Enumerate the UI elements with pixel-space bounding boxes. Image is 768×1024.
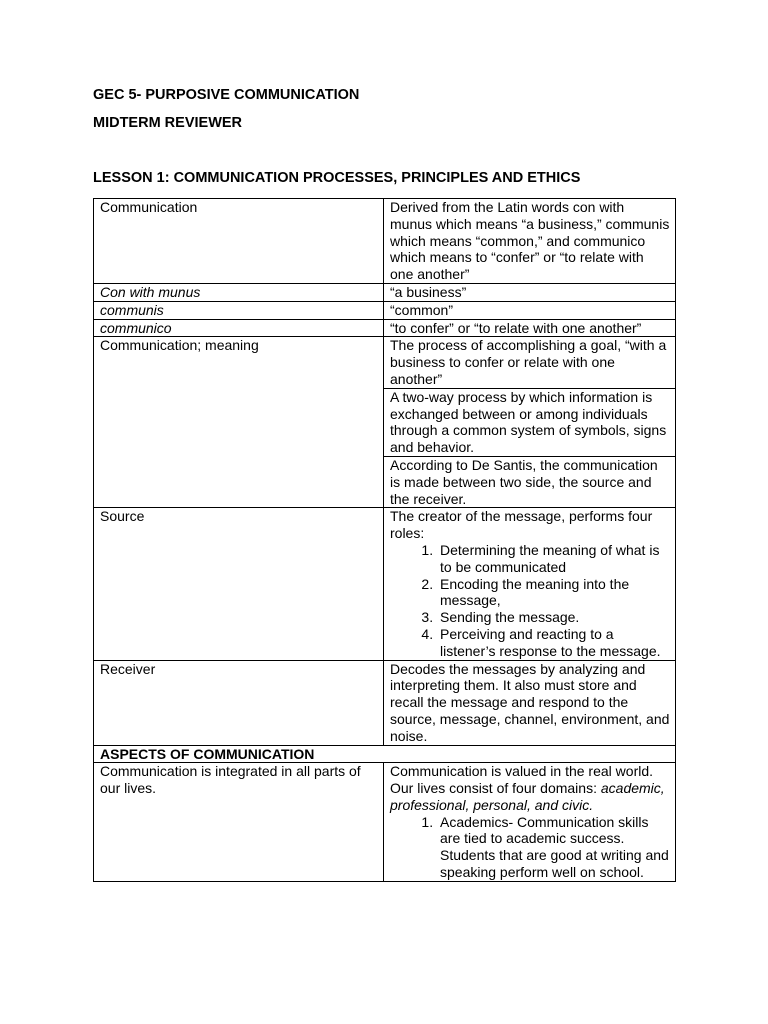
- table-row: [94, 660, 676, 745]
- section-heading: ASPECTS OF COMMUNICATION: [94, 745, 676, 763]
- table-row: [94, 199, 676, 284]
- list-item: 2. Encoding the meaning into the message,: [437, 576, 670, 610]
- table-row: [94, 337, 676, 388]
- domains-list: [390, 814, 670, 881]
- term-cell: Communication: [94, 199, 384, 284]
- definition-cell: [384, 763, 676, 882]
- definition-cell: Decodes the messages by analyzing and interpreting them. It also must store and recall the message and respond to the source, message, channel, environment, and noise.: [384, 660, 676, 745]
- table-row: [94, 763, 676, 882]
- document-title: GEC 5- PURPOSIVE COMMUNICATION: [93, 87, 360, 103]
- document-subtitle: MIDTERM REVIEWER: [93, 115, 243, 131]
- term-cell: Receiver: [94, 660, 384, 745]
- term-cell: Communication; meaning: [94, 337, 384, 508]
- definition-text: Communication is valued in the real world. Our lives consist of four domains:: [390, 763, 654, 797]
- list-item: 4. Perceiving and reacting to a listener’s response to the message.: [437, 626, 670, 660]
- list-item: 3. Sending the message.: [437, 609, 670, 626]
- term-cell: communico: [94, 319, 384, 337]
- definition-cell: “common”: [384, 301, 676, 319]
- table-row: [94, 301, 676, 319]
- table-row: [94, 508, 676, 660]
- definition-cell: “a business”: [384, 283, 676, 301]
- definition-cell: According to De Santis, the communication is made between two side, the source and the receiver.: [384, 456, 676, 507]
- reviewer-table: [93, 198, 676, 882]
- definition-cell: A two-way process by which information is exchanged between or among individuals through a common system of symbols, signs and behavior.: [384, 388, 676, 456]
- term-cell: communis: [94, 301, 384, 319]
- definition-cell: [384, 508, 676, 660]
- list-item: 1. Academics- Communication skills are tied to academic success. Students that are good at writing and speaking perform well on school.: [437, 814, 670, 881]
- section-row: [94, 745, 676, 763]
- list-item: 1. Determining the meaning of what is to be communicated: [437, 542, 670, 576]
- term-cell: Source: [94, 508, 384, 660]
- definition-cell: “to confer” or “to relate with one another”: [384, 319, 676, 337]
- definition-cell: The process of accomplishing a goal, “with a business to confer or relate with one another”: [384, 337, 676, 388]
- domains-text: academic, professional, personal, and civic.: [390, 780, 665, 813]
- table-row: [94, 283, 676, 301]
- definition-text: The creator of the message, performs four roles:: [390, 508, 653, 542]
- source-roles-list: [390, 542, 670, 660]
- definition-cell: Derived from the Latin words con with munus which means “a business,” communis which means “common,” and communico which means to “confer” or “to relate with one another”: [384, 199, 676, 284]
- term-cell: Communication is integrated in all parts of our lives.: [94, 763, 384, 882]
- term-cell: Con with munus: [94, 283, 384, 301]
- lesson-heading: LESSON 1: COMMUNICATION PROCESSES, PRINCIPLES AND ETHICS: [93, 170, 581, 186]
- table-row: [94, 319, 676, 337]
